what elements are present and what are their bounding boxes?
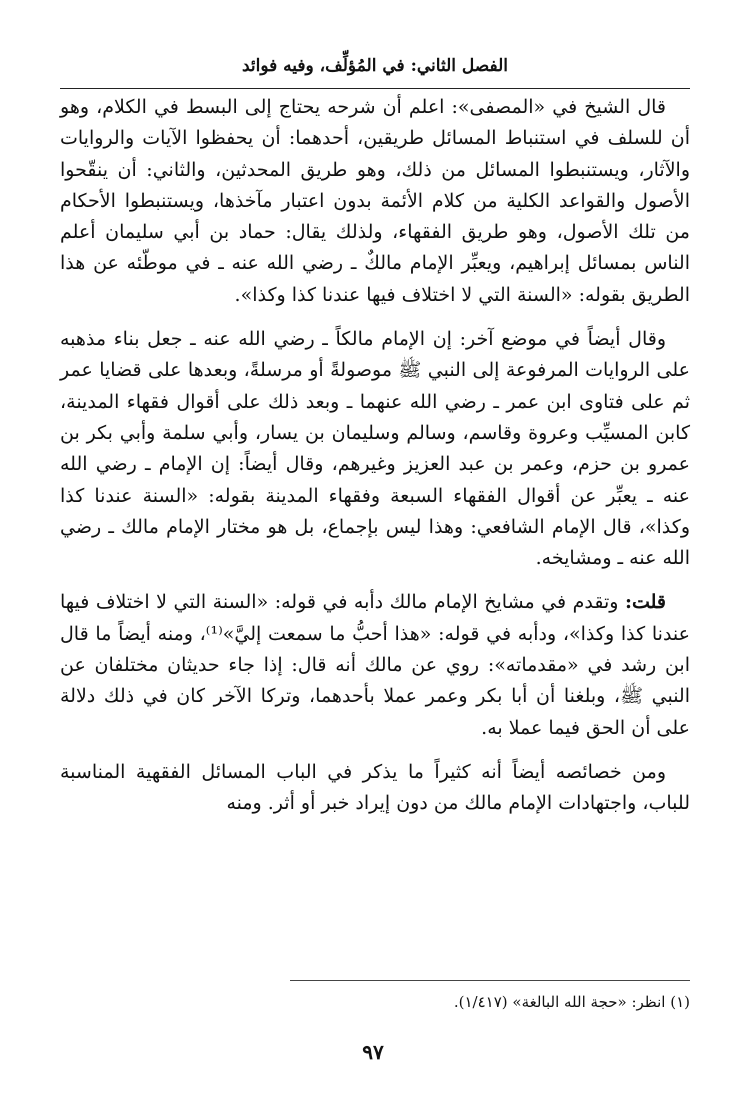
main-text <box>60 92 690 820</box>
running-header: الفصل الثاني: في المُؤلِّف، وفيه فوائد <box>241 56 509 76</box>
header-divider <box>60 88 690 89</box>
footnote-divider <box>290 980 690 981</box>
paragraph-2: وقال أيضاً في موضع آخر: إن الإمام مالكاً ـ رضي الله عنه ـ جعل بناء مذهبه على الروايات المرفوعة إلى النبي ﷺ موصولةً أو مرسلةً، وبعدها على قضايا عمر ثم على فتاوى ابن عمر ـ رضي الله عنهما ـ وبعد ذلك على أقوال فقهاء المدينة، كابن المسيِّب وعروة وقاسم، وسالم وسليمان بن يسار، وأبي سلمة وأبي بكر بن عمرو بن حزم، وعمر بن عبد العزيز وغيرهم، وقال أيضاً: إن الإمام ـ رضي الله عنه ـ يعبِّر عن أقوال الفقهاء السبعة وفقهاء المدينة بقوله: «السنة عندنا كذا وكذا»، قال الإمام الشافعي: وهذا ليس بإجماع، بل هو مختار الإمام مالك ـ رضي الله عنه ـ ومشايخه. <box>60 328 690 570</box>
paragraph-4: ومن خصائصه أيضاً أنه كثيراً ما يذكر في الباب المسائل الفقهية المناسبة للباب، واجتهادات الإمام مالك من دون إيراد خبر أو أثر. ومنه <box>60 760 690 815</box>
page-number: ٩٧ <box>362 1040 384 1064</box>
paragraph-1: قال الشيخ في «المصفى»: اعلم أن شرحه يحتاج إلى البسط في الكلام، وهو أن للسلف في استنباط المسائل طريقين، أحدهما: أن يحفظوا الآيات والروايات والآثار، ويستنبطوا المسائل من ذلك، وهو طريق المحدثين، والثاني: أن ينقّحوا الأصول والقواعد الكلية من كلام الأئمة بدون اعتبار مآخذها، ويستنبطوا الأحكام من تلك الأصول، وهو طريق الفقهاء، ولذلك يقال: حماد بن أبي سليمان أعلم الناس بمسائل إبراهيم، ويعبِّر الإمام مالكٌ ـ رضي الله عنه ـ في موطّئه عن هذا الطريق بقوله: «السنة التي لا اختلاف فيها عندنا كذا وكذا». <box>60 96 690 306</box>
footnote: (١) انظر: «حجة الله البالغة» (١/٤١٧). <box>453 993 690 1011</box>
paragraph-3 <box>60 587 690 743</box>
paragraph-3-lead: قلت: <box>624 591 666 614</box>
paragraph-3-text: وتقدم في مشايخ الإمام مالك دأبه في قوله: «السنة التي لا اختلاف فيها عندنا كذا وكذا»، ودأبه في قوله: «هذا أحبُّ ما سمعت إليَّ»⁽¹⁾، ومنه أيضاً ما قال ابن رشد في «مقدماته»: روي عن مالك أنه قال: إذا جاء حديثان مختلفان عن النبي ﷺ، وبلغنا أن أبا بكر وعمر عملا بأحدهما، وتركا الآخر كان في ذلك دلالة على أن الحق فيما عملا به. <box>60 591 690 739</box>
